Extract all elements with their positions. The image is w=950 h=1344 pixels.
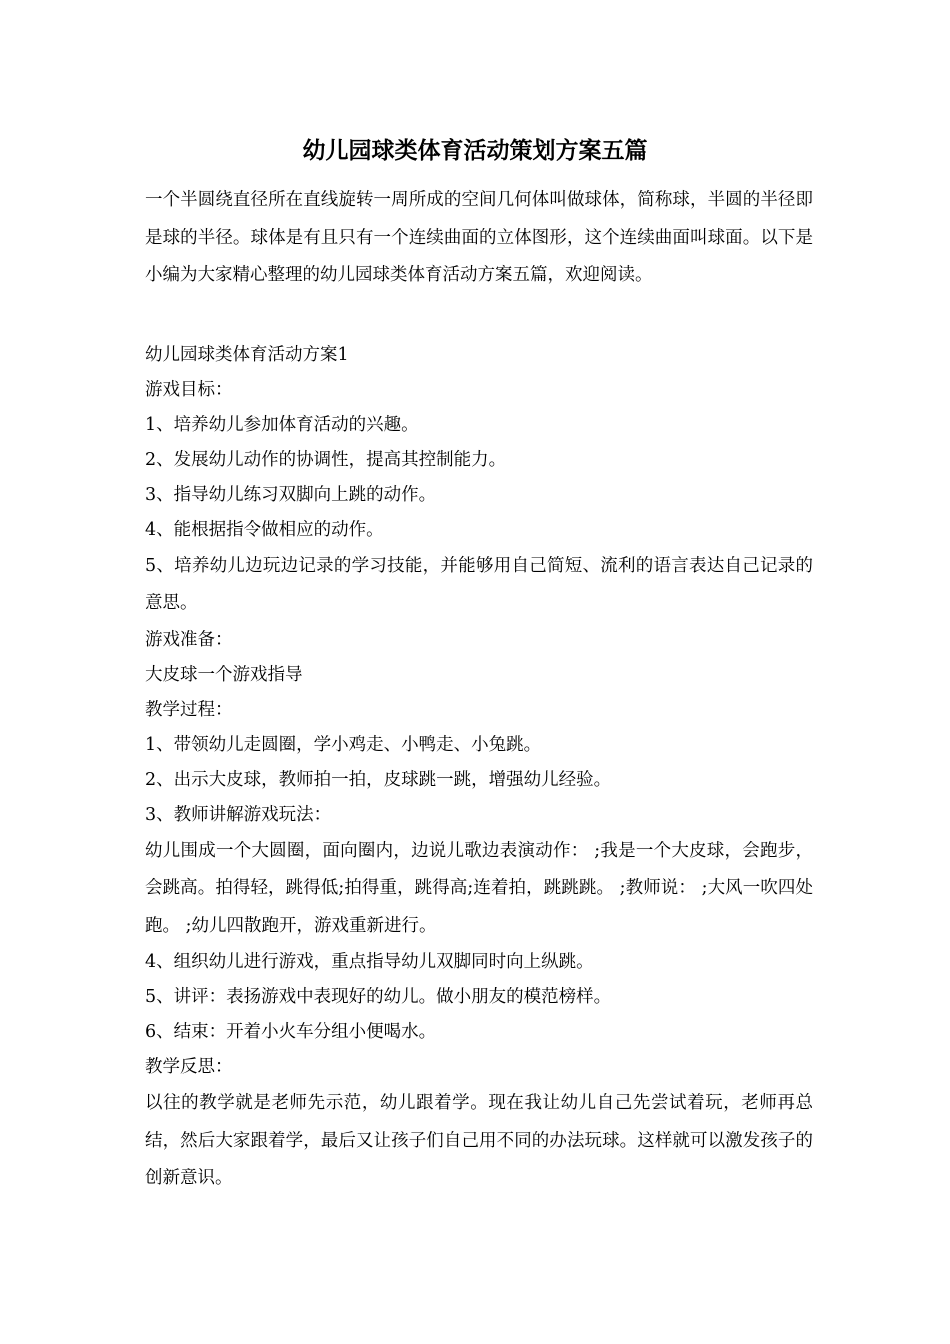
document-title: 幼儿园球类体育活动策划方案五篇 [302,137,648,164]
goal-item: 4、能根据指令做相应的动作。 [145,519,384,540]
process-step: 1、带领幼儿走圆圈，学小鸡走、小鸭走、小兔跳。 [145,734,542,755]
rules-paragraph: 幼儿围成一个大圆圈，面向圈内，边说儿歌边表演动作： ;我是一个大皮球，会跑步，会跳高。拍得轻，跳得低;拍得重，跳得高;连着拍，跳跳跳。 ;教师说： ;大风一吹四处跑。 ;幼儿四散跑开，游戏重新进行。 [145,840,813,936]
section-spacer [145,295,813,338]
goal-item: 2、发展幼儿动作的协调性，提高其控制能力。 [145,449,507,470]
goal-item: 3、指导幼儿练习双脚向上跳的动作。 [145,484,437,505]
document-body [145,182,813,1198]
process-heading: 教学过程： [145,699,233,720]
section-title: 幼儿园球类体育活动方案1 [145,344,349,365]
process-step: 3、教师讲解游戏玩法： [145,804,332,825]
process-step: 5、讲评：表扬游戏中表现好的幼儿。做小朋友的模范榜样。 [145,987,612,1007]
process-step: 2、出示大皮球，教师拍一拍，皮球跳一跳，增强幼儿经验。 [145,769,612,790]
reflect-paragraph: 以往的教学就是老师先示范，幼儿跟着学。现在我让幼儿自己先尝试着玩，老师再总结，然后大家跟着学，最后又让孩子们自己用不同的办法玩球。这样就可以激发孩子的创新意识。 [145,1093,813,1188]
process-step: 4、组织幼儿进行游戏，重点指导幼儿双脚同时向上纵跳。 [145,952,594,972]
intro-paragraph: 一个半圆绕直径所在直线旋转一周所成的空间几何体叫做球体，简称球，半圆的半径即是球的半径。球体是有且只有一个连续曲面的立体图形，这个连续曲面叫球面。以下是小编为大家精心整理的幼儿园球类体育活动方案五篇，欢迎阅读。 [145,190,813,285]
process-step: 6、结束：开着小火车分组小便喝水。 [145,1022,437,1042]
goal-item: 1、培养幼儿参加体育活动的兴趣。 [145,414,419,435]
prep-text: 大皮球一个游戏指导 [145,664,303,685]
goal-heading: 游戏目标： [145,379,233,400]
goal-item: 5、培养幼儿边玩边记录的学习技能，并能够用自己简短、流利的语言表达自己记录的意思。 [145,555,813,613]
reflect-heading: 教学反思： [145,1057,233,1077]
prep-heading: 游戏准备： [145,629,233,650]
